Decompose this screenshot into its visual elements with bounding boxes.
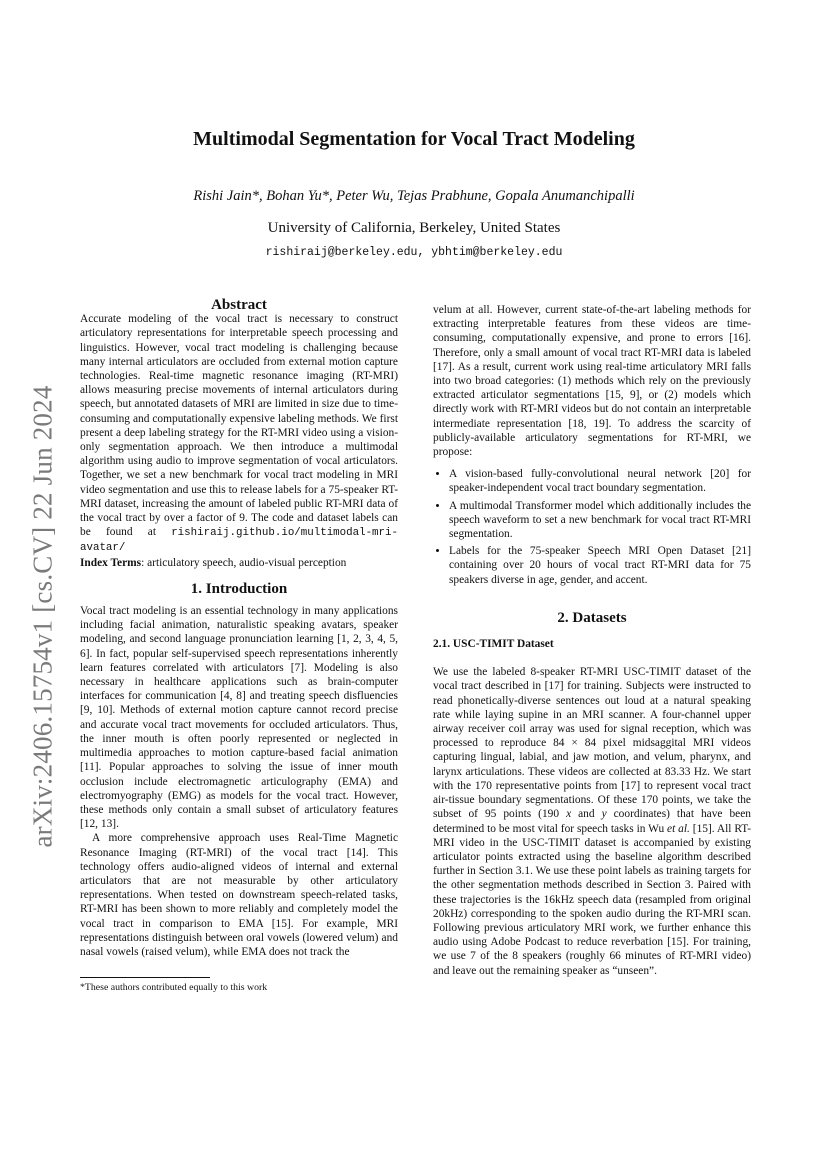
usc-timit-subheading: 2.1. USC-TIMIT Dataset	[433, 638, 554, 651]
footnote-rule	[80, 977, 210, 978]
datasets-paragraph: We use the labeled 8-speaker RT-MRI USC-TIMIT dataset of the vocal tract described in [17] for training. Subjects were instructed to read phonetically-diverse sentences out loud at a natural speaking rate while laying supine in an MRI scanner. A four-channel upper airway receiver coil array was used for signal reception, which was processed to reproduce 84 × 84 pixel midsaggital MRI videos capturing lingual, labial, and jaw motion, and velum, pharynx, and larynx articulations. These videos are collected at 83.33 Hz. We start with the 170 representative points from [17] to represent vocal tract air-tissue boundary segmentations. Of these 170 points, we take the subset of 95 points (190 x and y coordinates) that have been determined to be most vital for speech tasks in Wu et al. [15]. All RT-MRI video in the USC-TIMIT dataset is accompanied by existing articulator points extracted using the baseline algorithm described further in Section 3.1. We use these point labels as training targets for the other segmentation methods described in Section 3. Paired with these trajectories is the 16kHz speech data (resampled from original 20kHz) corresponding to the spoken audio during the RT-MRI scan. Following previous articulatory MRI work, we further enhance this audio using Adobe Podcast to reduce reverbation [15]. For training, we use 7 of the 8 speakers (roughly 66 minutes of RT-MRI video) and leave out the remaining speaker as “unseen”.	[433, 666, 751, 977]
index-terms: Index Terms: articulatory speech, audio-visual perception	[80, 556, 347, 569]
affiliation: University of California, Berkeley, United States	[267, 220, 561, 236]
footnote: *These authors contributed equally to this work	[80, 982, 268, 994]
author-emails: rishiraij@berkeley.edu, ybhtim@berkeley.edu	[265, 246, 563, 259]
list-item: • A vision-based fully-convolutional neural network [20] for speaker-independent vocal tract boundary segmentation.	[449, 467, 751, 495]
project-url-link[interactable]: rishiraij.github.io/multimodal-mri-avatar/	[80, 527, 398, 555]
left-column	[80, 298, 398, 994]
abstract-text: Accurate modeling of the vocal tract is necessary to construct articulatory representations for interpretable speech processing and linguistics. However, vocal tract modeling is challenging because many internal articulators are occluded from external motion capture technologies. Real-time magnetic resonance imaging (RT-MRI) allows measuring precise movements of internal articulators during speech, but annotated datasets of MRI are limited in size due to time-consuming and computationally expensive labeling methods. We first present a deep labeling strategy for the RT-MRI video using a vision-only segmentation approach. We then introduce a multimodal algorithm using audio to improve segmentation of vocal articulators. Together, we set a new benchmark for vocal tract modeling in MRI video segmentation and use this to release labels for a 75-speaker RT-MRI dataset, increasing the amount of labeled public RT-MRI data of the vocal tract by over a factor of 9. The code and dataset labels can be found at rishiraij.github.io/multimodal-mri-avatar/	[80, 313, 398, 555]
list-item: • A multimodal Transformer model which additionally includes the speech waveform to set a new benchmark for vocal tract RT-MRI segmentation.	[449, 499, 751, 542]
paper-title: Multimodal Segmentation for Vocal Tract Modeling	[193, 128, 635, 150]
introduction-heading: 1. Introduction	[190, 580, 288, 597]
intro-paragraph-2: A more comprehensive approach uses Real-Time Magnetic Resonance Imaging (RT-MRI) of the vocal tract [14]. This technology offers audio-aligned videos of internal and external articulators that are not measurable by other articulatory representations. When tested on downstream speech-related tasks, RT-MRI has been shown to more reliably and completely model the vocal tract in comparison to EMA [15]. For example, MRI representations distinguish between oral vowels (lowered velum) and nasal vowels (raised velum), while EMA does not track the	[80, 832, 398, 958]
abstract-heading: Abstract	[211, 297, 267, 313]
author-list: Rishi Jain*, Bohan Yu*, Peter Wu, Tejas Prabhune, Gopala Anumanchipalli	[193, 188, 635, 204]
intro-continuation: velum at all. However, current state-of-the-art labeling methods for extracting interpretable features from these videos are time-consuming, computationally expensive, and prone to errors [16]. Therefore, only a small amount of vocal tract RT-MRI data is labeled [17]. As a result, current work using real-time articulatory MRI falls into two broad categories: (1) methods which rely on the previously extracted articulator segmentations [15, 9], or (2) models which directly work with RT-MRI videos but do not contain an interpretable intermediate representation [18, 19]. To address the scarcity of publicly-available articulatory segmentations for RT-MRI, we propose:	[433, 304, 751, 459]
intro-paragraph-1: Vocal tract modeling is an essential technology in many applications including facial animation, naturalistic speaking avatars, speaker modeling, and second language pronunciation learning [1, 2, 3, 4, 5, 6]. In fact, popular self-supervised speech representations inherently learn features correlated with articulators [7]. Modeling is also necessary in healthcare applications such as brain-computer interfaces for communication [4, 8] and treating speech disfluencies [9, 10]. Methods of external motion capture cannot record precise and accurate vocal tract movements for occluded articulators. Thus, the inner mouth is often poorly represented or neglected in multimedia approaches to motion capture-based facial animation [11]. Popular approaches to solving the issue of inner mouth occlusion include electromagnetic articulography (EMA) and electromyography (EMG) as models for the vocal tract. However, these methods only contain a small subset of articulatory features [12, 13].	[80, 605, 398, 831]
arxiv-sidebar	[23, 366, 63, 866]
list-item: • Labels for the 75-speaker Speech MRI Open Dataset [21] containing over 20 hours of vocal tract RT-MRI data for 75 speakers diverse in age, gender, and accent.	[449, 544, 751, 587]
arxiv-identifier: arXiv:2406.15754v1 [cs.CV] 22 Jun 2024	[27, 384, 58, 848]
right-column	[433, 303, 751, 978]
contribution-list	[433, 467, 751, 587]
datasets-heading: 2. Datasets	[557, 609, 627, 626]
